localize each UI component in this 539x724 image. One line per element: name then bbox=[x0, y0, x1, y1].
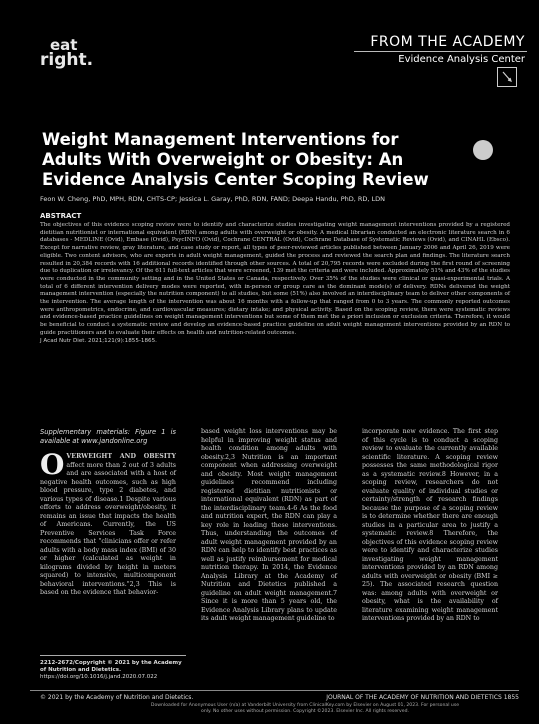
body-column-2: based weight loss interventions may be helpful in improving weight status and health condition among adults with obesity.2,3 Nutrition is an important component when addressing overweight and obesity. Most weight management guidelines recommend including registered dietitian nutritionists or international equivalent (RDN) as part of the interdisciplinary team.4-6 As the food and nutrition expert, the RDN can play a key role in leading these interventions. Thus, understanding the outcomes of adult weight management provided by an RDN can help to identify best practices as well as justify reimbursement for medical nutrition therapy. In 2014, the Evidence Analysis Library at the Academy of Nutrition and Dietetics published a guideline on adult weight management.7 Since it is more than 5 years old, the Evidence Analysis Library plans to update its adult weight management guideline to bbox=[201, 428, 337, 622]
abstract-heading: ABSTRACT bbox=[40, 212, 82, 220]
body-column-1 bbox=[40, 428, 176, 598]
doi-link[interactable]: https://doi.org/10.1016/j.jand.2020.07.022 bbox=[40, 674, 158, 680]
lead-words: VERWEIGHT AND OBESITY bbox=[66, 453, 176, 460]
footer-journal: JOURNAL OF THE ACADEMY OF NUTRITION AND DIETETICS 1855 bbox=[326, 694, 519, 701]
column-1-text: affect more than 2 out of 3 adults and are associated with a host of negative health outcomes, such as high blood pressure, type 2 diabetes, and various types of disease.1 Despite various efforts to address overweight/obesity, it remains an issue that impacts the health of Americans. Currently, the US Preventive Services Task Force recommends that "clinicians offer or refer adults with a body mass index (BMI) of 30 or higher (calculated as weight in kilograms divided by height in meters squared) to intensive, multicomponent behavioral interventions."2,3 This is based on the evidence that behavior- bbox=[40, 461, 176, 596]
issn-copyright: 2212-2672/Copyright © 2021 by the Academy of Nutrition and Dietetics. bbox=[40, 660, 182, 673]
logo-line-1: eat bbox=[50, 36, 78, 54]
abstract-body: The objectives of this evidence scoping review were to identify and characterize studies investigating weight management interventions provided by a registered dietitian nutritionist or international equivalent (RDN) among adults with overweight or obesity. A medical librarian conducted an electronic literature search in 6 databases - MEDLINE (Ovid), Embase (Ovid), PsycINFO (Ovid), Cochrane CENTRAL (Ovid), Cochrane Database of Systematic Reviews (Ovid), and CINAHL (Ebsco). Except for narrative review, gray literature, and case study or report, all types of peer-reviewed articles published between January 2006 and April 26, 2019 were eligible. Two content advisors, who are experts in adult weight management, guided the process and reviewed the search plan and findings. The literature search resulted in 20,384 records with 16 additional records identified through other sources. A total of 20,795 records were excluded during the first round of screening due to duplication or irrelevancy. Of the 611 full-text articles that were screened, 139 met the criteria and were included. Approximately 51% and 43% of the studies were conducted in the community setting and in the United States or Canada, respectively. Over 35% of the studies were clinical or quasi-experimental trials. A total of 6 different intervention delivery modes were reported, with in-person or group care as the dominant mode(s) of delivery. RDNs delivered the weight management intervention (especially the nutrition component) to all studies, but some (51%) also involved an interdisciplinary team to deliver other components of the intervention. The average length of the intervention was about 16 months with a follow-up that ranged from 0 to 3 years. The commonly reported outcomes were anthropometrics, endocrine, and cardiovascular measures; dietary intake; and physical activity. Based on the scoping review, there were systematic reviews and evidence-based practice guidelines on weight management interventions but some of them met the a priori inclusion or exclusion criteria. Therefore, it would be beneficial to conduct a systematic review and develop an evidence-based practice guideline on adult weight management interventions provided by an RDN to guide practitioners and to evaluate their effects on health and nutrition-related outcomes. bbox=[40, 222, 511, 336]
supplementary-note[interactable]: Supplementary materials: Figure 1 is available at www.jandonline.org bbox=[40, 428, 176, 445]
abstract-citation: J Acad Nutr Diet. 2021;121(9):1855-1865. bbox=[40, 337, 157, 344]
article-title: Weight Management Interventions for Adults With Overweight or Obesity: An Evidence Analysis Center Scoping Review bbox=[42, 130, 429, 189]
abstract bbox=[40, 222, 510, 345]
section-label: FROM THE ACADEMY bbox=[370, 34, 525, 50]
section-header bbox=[370, 34, 525, 65]
article-authors: Feon W. Cheng, PhD, MPH, RDN, CHTS-CP; Jessica L. Garay, PhD, RDN, FAND; Deepa Handu, PhD, RD, LDN bbox=[40, 195, 386, 203]
logo-line-2: right. bbox=[40, 50, 94, 70]
subsection-label: Evidence Analysis Center bbox=[398, 54, 525, 65]
drop-cap: O bbox=[40, 448, 65, 481]
body-column-3: incorporate new evidence. The first step of this cycle is to conduct a scoping review to evaluate the currently available scientific literature. A scoping review possesses the same methodological rigor as a systematic review.8 However, in a scoping review, researchers do not evaluate quality of individual studies or certainty/strength of research findings because the purpose of a scoping review is to determine whether there are enough studies in a particular area to justify a systematic review.8 Therefore, the objectives of this evidence scoping review were to identify and characterize studies investigating weight management interventions provided by an RDN among adults with overweight or obesity (BMI ≥ 25). The associated research question was: among adults with overweight or obesity, what is the availability of literature examining weight management interventions provided by an RDN to bbox=[362, 428, 498, 622]
footer-copyright: © 2021 by the Academy of Nutrition and Dietetics. bbox=[40, 694, 194, 701]
download-notice: Downloaded for Anonymous User (n/a) at Vanderbilt University from ClinicalKey.com by Elsevier on August 01, 2023. For personal use only. No other uses without permission. Copyright ©2023. Elsevier Inc. All rights reserved. bbox=[150, 703, 460, 714]
evidence-analysis-icon bbox=[497, 67, 517, 87]
check-for-updates-icon[interactable] bbox=[473, 140, 493, 160]
copyright-box bbox=[40, 655, 186, 681]
footer-rule bbox=[30, 690, 519, 691]
eatright-logo bbox=[40, 38, 93, 68]
